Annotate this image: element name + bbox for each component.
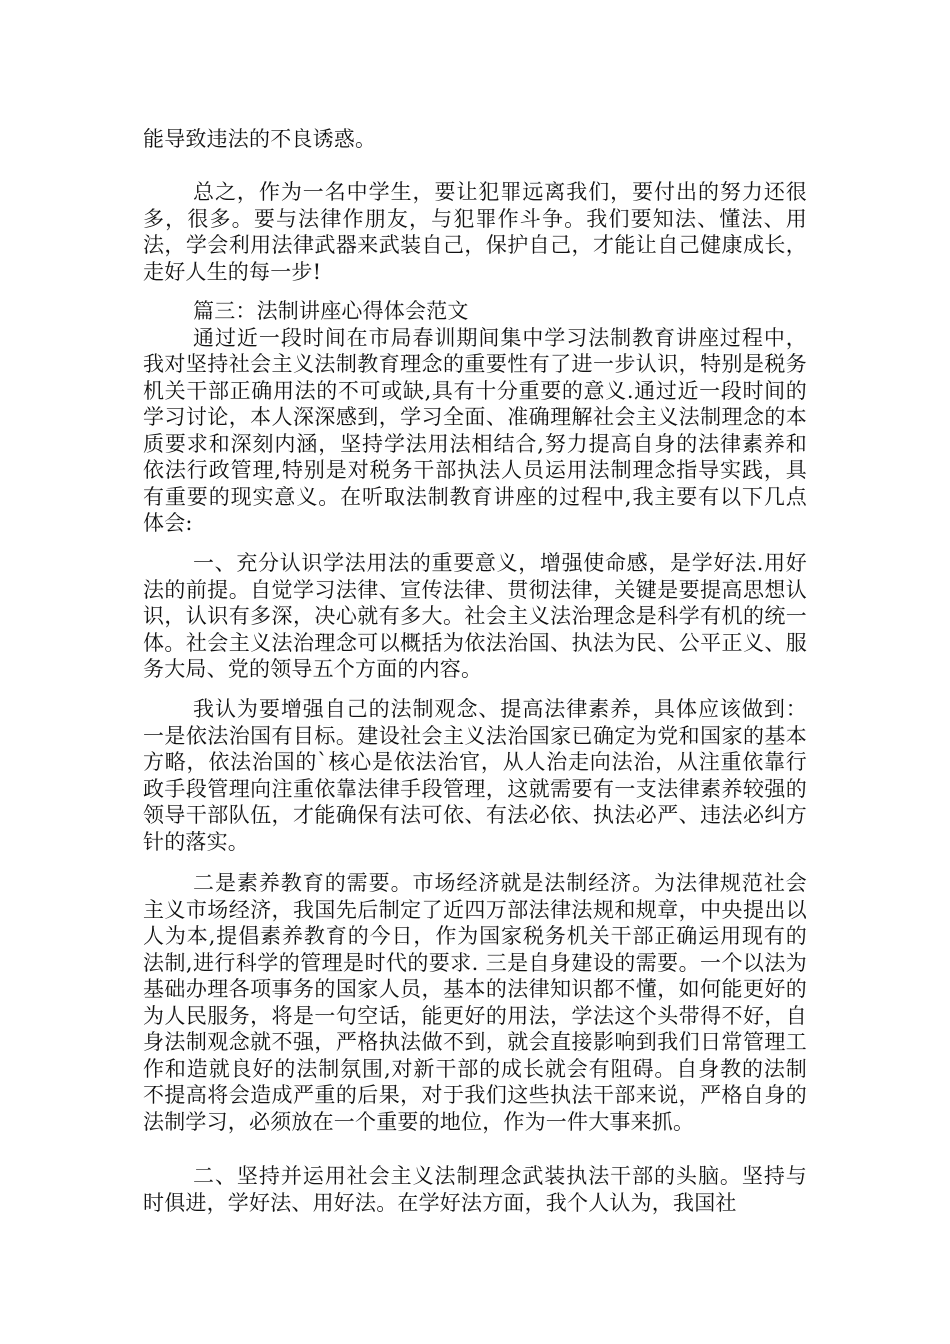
paragraph-continuation	[143, 126, 807, 153]
paragraph-6: 二是素养教育的需要。市场经济就是法制经济。为法律规范社会主义市场经济，我国先后制定了近四万部法律法规和规章，中央提出以人为本,提倡素养教育的今日，作为国家税务机关干部正确运用现有的法制,进行科学的管理是时代的要求. 三是自身建设的需要。一个以法为基础办理各项事务的国家人员，基本的法律知识都不懂，如何能更好的为人民服务，将是一句空话，能更好的用法，学法这个头带得不好，自身法制观念就不强，严格执法做不到，就会直接影响到我们日常管理工作和造就良好的法制氛围,对新干部的成长就会有阻碍。自身教的法制不提高将会造成严重的后果，对于我们这些执法干部来说，严格自身的法制学习，必须放在一个重要的地位，作为一件大事来抓。	[143, 871, 807, 1134]
section-heading: 篇三：法制讲座心得体会范文	[193, 299, 469, 323]
point-education	[143, 870, 807, 1135]
paragraph-conclusion	[143, 179, 807, 285]
paragraph-4: 一、充分认识学法用法的重要意义，增强使命感，是学好法.用好法的前提。自觉学习法律、宣传法律、贯彻法律，关键是要提高思想认识，认识有多深，决心就有多大。社会主义法治理念是科学有机的统一体。社会主义法治理念可以概括为依法治国、执法为民、公平正义、服务大局、党的领导五个方面的内容。	[143, 551, 807, 681]
section-three	[143, 298, 807, 537]
point-rule-of-law	[143, 696, 807, 855]
paragraph-7: 二、坚持并运用社会主义法制理念武装执法干部的头脑。坚持与时俱进，学好法、用好法。在学好法方面，我个人认为，我国社	[143, 1164, 807, 1215]
paragraph-3: 通过近一段时间在市局春训期间集中学习法制教育讲座过程中，我对坚持社会主义法制教育理念的重要性有了进一步认识，特别是税务机关干部正确用法的不可或缺,具有十分重要的意义.通过近一段时间的学习讨论，本人深深感到，学习全面、准确理解社会主义法制理念的本质要求和深刻内涵，坚持学法用法相结合,努力提高自身的法律素养和依法行政管理,特别是对税务干部执法人员运用法制理念指导实践，具有重要的现实意义。在听取法制教育讲座的过程中,我主要有以下几点体会:	[143, 325, 807, 535]
paragraph-5: 我认为要增强自己的法制观念、提高法律素养，具体应该做到：一是依法治国有目标。建设社会主义法治国家已确定为党和国家的基本方略，依法治国的`核心是依法治官，从人治走向法治，从注重依靠行政手段管理向注重依靠法律手段管理，这就需要有一支法律素养较强的领导干部队伍，才能确保有法可依、有法必依、执法必严、违法必纠方针的落实。	[143, 697, 807, 854]
paragraph-2: 总之，作为一名中学生，要让犯罪远离我们，要付出的努力还很多，很多。要与法律作朋友，与犯罪作斗争。我们要知法、懂法、用法，学会利用法律武器来武装自己，保护自己，才能让自己健康成长，走好人生的每一步!	[143, 180, 807, 284]
point-one	[143, 550, 807, 683]
point-two	[143, 1163, 807, 1216]
paragraph-1: 能导致违法的不良诱惑。	[143, 127, 377, 151]
